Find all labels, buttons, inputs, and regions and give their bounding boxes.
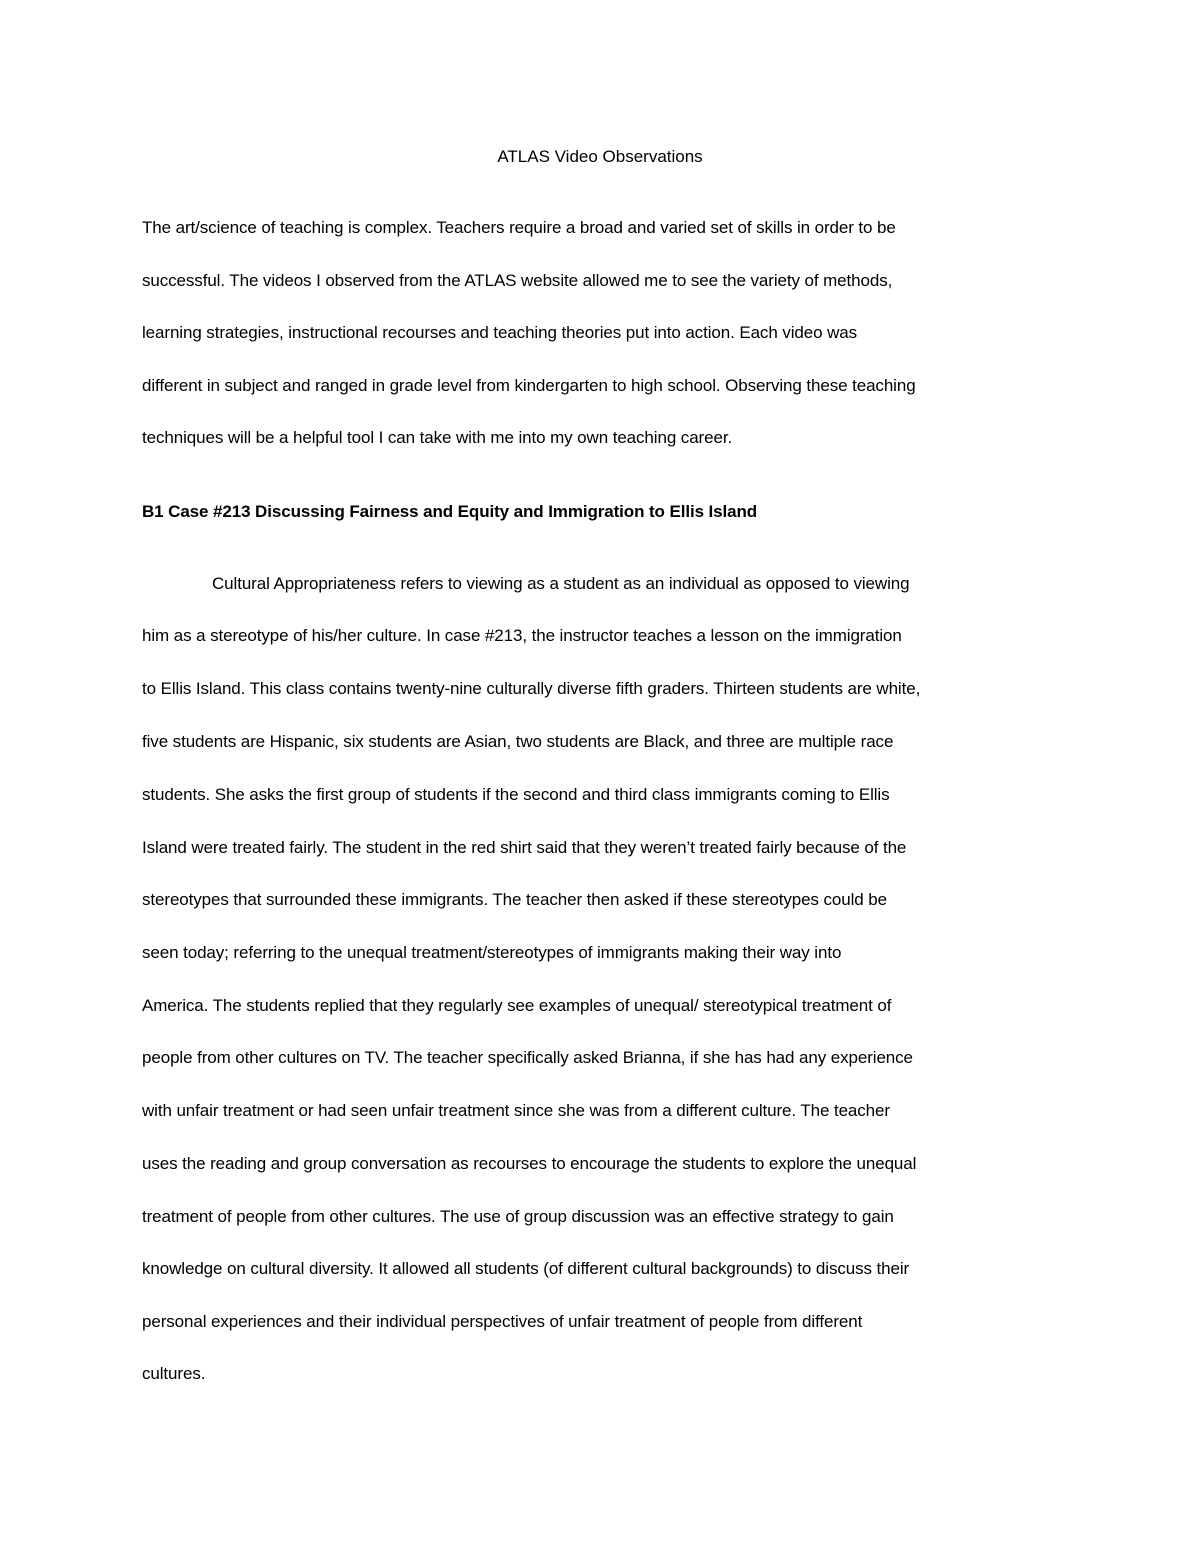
section-heading: B1 Case #213 Discussing Fairness and Equity and Immigration to Ellis Island xyxy=(142,502,758,521)
body-line: treatment of people from other cultures. The use of group discussion was an effective strategy to gain xyxy=(142,1207,894,1226)
intro-line: learning strategies, instructional recourses and teaching theories put into action. Each video was xyxy=(142,323,858,342)
body-line: stereotypes that surrounded these immigrants. The teacher then asked if these stereotypes could be xyxy=(142,890,887,909)
body-line: people from other cultures on TV. The teacher specifically asked Brianna, if she has had any experience xyxy=(142,1048,913,1067)
intro-line: techniques will be a helpful tool I can take with me into my own teaching career. xyxy=(142,428,733,447)
document-title: ATLAS Video Observations xyxy=(497,147,703,166)
body-line: to Ellis Island. This class contains twenty-nine culturally diverse fifth graders. Thirteen students are white, xyxy=(142,679,921,698)
body-line: students. She asks the first group of students if the second and third class immigrants coming to Ellis xyxy=(142,785,890,804)
body-line: Island were treated fairly. The student in the red shirt said that they weren’t treated fairly because of the xyxy=(142,838,907,857)
body-line: cultures. xyxy=(142,1364,206,1383)
body-line: uses the reading and group conversation as recourses to encourage the students to explore the unequal xyxy=(142,1154,917,1173)
body-line: seen today; referring to the unequal treatment/stereotypes of immigrants making their way into xyxy=(142,943,842,962)
body-line: personal experiences and their individual perspectives of unfair treatment of people from different xyxy=(142,1312,863,1331)
intro-line: The art/science of teaching is complex. Teachers require a broad and varied set of skills in order to be xyxy=(142,218,896,237)
body-line: with unfair treatment or had seen unfair treatment since she was from a different culture. The teacher xyxy=(142,1101,890,1120)
body-line: him as a stereotype of his/her culture. In case #213, the instructor teaches a lesson on the immigration xyxy=(142,626,902,645)
body-line: five students are Hispanic, six students are Asian, two students are Black, and three are multiple race xyxy=(142,732,894,751)
body-line: America. The students replied that they regularly see examples of unequal/ stereotypical treatment of xyxy=(142,996,892,1015)
body-line: Cultural Appropriateness refers to viewing as a student as an individual as opposed to viewing xyxy=(212,574,910,593)
body-line: knowledge on cultural diversity. It allowed all students (of different cultural backgrounds) to discuss their xyxy=(142,1259,910,1278)
intro-line: different in subject and ranged in grade level from kindergarten to high school. Observing these teaching xyxy=(142,376,916,395)
intro-line: successful. The videos I observed from the ATLAS website allowed me to see the variety of methods, xyxy=(142,271,893,290)
